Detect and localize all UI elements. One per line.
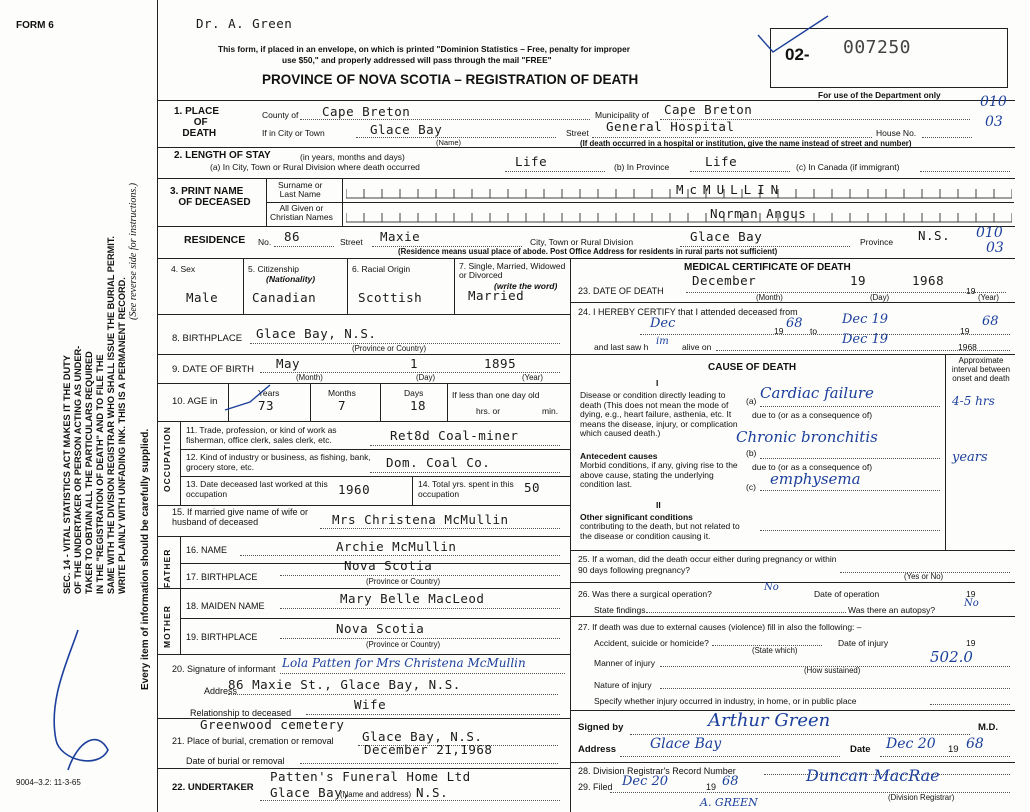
place-of-death-label: 1. PLACE OF DEATH bbox=[174, 106, 220, 139]
cemetery-value: Greenwood cemetery bbox=[200, 717, 345, 732]
years-spent-label: 14. Total yrs. spent in this occupation bbox=[418, 479, 514, 499]
manner-label: Manner of injury bbox=[594, 658, 655, 668]
under-day-label: If less than one day old bbox=[452, 390, 540, 400]
birthplace-hint: (Province or Country) bbox=[352, 344, 427, 353]
doctor-name: Dr. A. Green bbox=[196, 16, 293, 31]
from-year-prefix: 19 bbox=[774, 326, 784, 336]
date-of-death-label: 23. DATE OF DEATH bbox=[578, 286, 664, 296]
undertaker-province: N.S. bbox=[416, 785, 449, 800]
registrar-record-label: 28. Division Registrar's Record Number bbox=[578, 766, 736, 776]
street-value: General Hospital bbox=[606, 119, 735, 134]
trade-label: 11. Trade, profession, or kind of work as fisherman, office clerk, sales clerk, etc. bbox=[186, 425, 337, 445]
death-year: 1968 bbox=[912, 273, 945, 288]
mother-maiden-name-value: Mary Belle MacLeod bbox=[340, 591, 485, 606]
residence-no-label: No. bbox=[258, 237, 272, 247]
father-name-label: 16. NAME bbox=[186, 545, 228, 555]
filed-year-prefix: 19 bbox=[706, 782, 717, 792]
given-names-value: Norman Angus bbox=[710, 206, 807, 221]
form-title: PROVINCE OF NOVA SCOTIA – REGISTRATION OF DEATH bbox=[262, 72, 639, 87]
stay-a-label: (a) In City, Town or Rural Division where death occurred bbox=[210, 162, 420, 172]
citizenship-value: Canadian bbox=[252, 290, 317, 305]
mother-birthplace-label: 19. BIRTHPLACE bbox=[186, 632, 258, 642]
age-years-label: Years bbox=[258, 388, 280, 398]
informant-address: 86 Maxie St., Glace Bay, N.S. bbox=[228, 677, 461, 692]
interval-a: 4-5 hrs bbox=[952, 394, 995, 408]
last-saw-him: im bbox=[656, 336, 669, 347]
informant-signature-label: 20. Signature of informant bbox=[172, 664, 276, 674]
age-label: 10. AGE in bbox=[172, 396, 218, 407]
stay-b-label: (b) In Province bbox=[614, 162, 670, 172]
city-code: 03 bbox=[985, 114, 1003, 130]
residence-label: RESIDENCE bbox=[184, 234, 246, 246]
citizenship-label: 5. Citizenship bbox=[248, 264, 300, 274]
surname-grid bbox=[346, 181, 1012, 199]
part-two-label: II bbox=[656, 500, 661, 510]
doctor-address-label: Address bbox=[578, 744, 617, 755]
autopsy-label: Was there an autopsy? bbox=[848, 605, 936, 615]
father-section-label: FATHER bbox=[162, 548, 172, 588]
print-code: 9004–3.2: 11-3-65 bbox=[16, 778, 81, 787]
cause-b-tag: (b) bbox=[746, 448, 757, 458]
residence-note: (Residence means usual place of abode. Post Office Address for residents in rural parts not sufficient) bbox=[398, 247, 778, 256]
nature-of-injury-label: Nature of injury bbox=[594, 680, 652, 690]
relationship-value: Wife bbox=[354, 697, 387, 712]
stay-a-value: Life bbox=[515, 154, 548, 169]
registrar-hint: (Division Registrar) bbox=[888, 793, 955, 802]
antecedent-label: Antecedent causes bbox=[580, 451, 658, 461]
interval-label: Approximate interval between onset and death bbox=[951, 356, 1011, 383]
alive-on-date: Dec 19 bbox=[842, 332, 889, 347]
mother-birthplace-hint: (Province or Country) bbox=[366, 640, 441, 649]
years-spent-value: 50 bbox=[524, 480, 541, 495]
sign-year: 68 bbox=[966, 736, 984, 752]
mother-birthplace-value: Nova Scotia bbox=[336, 621, 425, 636]
manner-code: 502.0 bbox=[930, 648, 973, 666]
birthplace-label: 8. BIRTHPLACE bbox=[172, 333, 243, 344]
age-days-label: Days bbox=[404, 388, 424, 398]
attended-from: Dec bbox=[650, 316, 676, 331]
sign-date: Dec 20 bbox=[886, 736, 936, 752]
residence-province-label: Province bbox=[860, 237, 894, 247]
last-worked-label: 13. Date deceased last worked at this occupation bbox=[186, 479, 328, 499]
undertaker-label: 22. UNDERTAKER bbox=[172, 782, 254, 793]
undertaker-hint: (Name and address) bbox=[340, 790, 412, 799]
interval-b: years bbox=[952, 450, 988, 465]
certify-label: 24. I HEREBY CERTIFY that I attended deceased from bbox=[578, 307, 798, 317]
death-day-hint: (Day) bbox=[870, 293, 890, 302]
to-year-prefix: 19 bbox=[960, 326, 970, 336]
injury-year-prefix: 19 bbox=[966, 638, 976, 648]
registration-number: 007250 bbox=[843, 37, 912, 58]
check-mark bbox=[748, 10, 838, 60]
doctor-address: Glace Bay bbox=[650, 736, 722, 752]
instruction-line1: This form, if placed in an envelope, on which is printed "Dominion Statistics – Free, penalty for improper bbox=[218, 44, 630, 54]
age-days: 18 bbox=[410, 398, 427, 413]
min-label: min. bbox=[542, 406, 559, 416]
antecedent-description: Morbid conditions, if any, giving rise to the above cause, stating the underlying condition last. bbox=[580, 460, 738, 489]
burial-date-label: Date of burial or removal bbox=[186, 756, 285, 766]
surname-value: McMULLIN bbox=[676, 182, 785, 197]
burial-place-label: 21. Place of burial, cremation or removal bbox=[172, 736, 334, 746]
burial-date-value: December 21,1968 bbox=[364, 742, 493, 757]
sign-year-prefix: 19 bbox=[948, 744, 959, 755]
burial-place-value: Glace Bay, N.S. bbox=[362, 729, 483, 744]
due-to-b: due to (or as a consequence of) bbox=[752, 462, 873, 472]
md-label: M.D. bbox=[978, 722, 999, 733]
name-hint: (Name) bbox=[436, 138, 462, 147]
department-use-note: For use of the Department only bbox=[818, 90, 941, 100]
instruction-line2: use $50," and properly addressed will pass through the mail "FREE" bbox=[282, 55, 552, 65]
filed-label: 29. Filed bbox=[578, 782, 613, 792]
filed-year: 68 bbox=[722, 774, 739, 789]
last-saw-label: and last saw h bbox=[594, 342, 649, 352]
city-label: If in City or Town bbox=[262, 128, 325, 138]
registration-prefix: 02- bbox=[785, 45, 810, 64]
residence-city: Glace Bay bbox=[690, 229, 763, 244]
dob-year-hint: (Year) bbox=[522, 373, 543, 382]
mother-maiden-name-label: 18. MAIDEN NAME bbox=[186, 601, 265, 611]
marital-hint: (write the word) bbox=[494, 281, 558, 291]
dob-month-hint: (Month) bbox=[296, 373, 323, 382]
racial-origin-value: Scottish bbox=[358, 290, 423, 305]
part-one-label: I bbox=[656, 378, 659, 388]
attended-to: Dec 19 bbox=[842, 312, 889, 327]
operation-question: 26. Was there a surgical operation? bbox=[578, 589, 712, 599]
cause-a-value: Cardiac failure bbox=[760, 384, 874, 402]
county-label: County of bbox=[262, 110, 299, 120]
municipality-label: Municipality of bbox=[595, 110, 649, 120]
industry-value: Dom. Coal Co. bbox=[386, 455, 491, 470]
undertaker-name: Patten's Funeral Home Ltd bbox=[270, 769, 471, 784]
house-label: House No. bbox=[876, 128, 917, 138]
trade-value: Ret8d Coal-miner bbox=[390, 428, 519, 443]
dob-day-hint: (Day) bbox=[416, 373, 436, 382]
city-value: Glace Bay bbox=[370, 122, 443, 137]
signed-by-label: Signed by bbox=[578, 722, 624, 733]
deceased-name-label: 3. PRINT NAME OF DECEASED bbox=[170, 186, 251, 208]
state-which-hint: (State which) bbox=[752, 646, 798, 655]
dob-month: May bbox=[276, 356, 301, 371]
sign-date-label: Date bbox=[850, 744, 871, 755]
length-of-stay-label: 2. LENGTH OF STAY bbox=[174, 150, 271, 161]
county-value: Cape Breton bbox=[322, 104, 411, 119]
surname-label: Surname or Last Name bbox=[278, 180, 323, 199]
birthplace-value: Glace Bay, N.S. bbox=[256, 326, 377, 341]
death-day: 19 bbox=[850, 273, 867, 288]
injury-location-label: Specify whether injury occurred in industry, in home, or in public place bbox=[594, 696, 857, 706]
yes-no-hint: (Yes or No) bbox=[904, 572, 944, 581]
medical-certificate-title: MEDICAL CERTIFICATE OF DEATH bbox=[684, 262, 851, 273]
cause-b-value: Chronic bronchitis bbox=[736, 428, 878, 446]
residence-city-label: City, Town or Rural Division bbox=[530, 237, 634, 247]
disease-label: Disease or condition directly leading to death (This does not mean the mode of dying, e.g., heart failure, asthenia, etc. It means the disease, injury, or complication which caused death.) bbox=[580, 390, 738, 438]
municipality-value: Cape Breton bbox=[664, 102, 753, 117]
operation-answer: No bbox=[764, 582, 779, 593]
statute-text: SEC. 14 - VITAL STATISTICS ACT MAKES IT THE DUTY OF THE UNDERTAKER OR PERSON ACTING AS UNDER- TAKER TO OBTAIN ALL THE PARTICULARS REQUIRED IN THE "REGISTRATION OF DEATH" AND TO FILE THE SAME WITH THE DIVISION REGISTRAR WHO SHALL ISSUE THE BURIAL PERMIT. WRITE PLAINLY WITH UNFADING INK. THIS IS A PERMANENT RECORD. bbox=[62, 236, 127, 594]
registrar-signature: Duncan MacRae bbox=[806, 766, 940, 785]
marital-status-value: Married bbox=[468, 288, 525, 303]
stay-b-value: Life bbox=[705, 154, 738, 169]
age-years: 73 bbox=[258, 398, 275, 413]
residence-province: N.S. bbox=[918, 228, 951, 243]
residence-street-label: Street bbox=[340, 237, 363, 247]
industry-label: 12. Kind of industry or business, as fishing, bank, grocery store, etc. bbox=[186, 452, 371, 472]
relationship-label: Relationship to deceased bbox=[190, 708, 292, 718]
cause-of-death-title: CAUSE OF DEATH bbox=[708, 362, 797, 373]
residence-code-2: 03 bbox=[986, 240, 1004, 256]
autopsy-answer: No bbox=[964, 598, 979, 609]
accident-label: Accident, suicide or homicide? bbox=[594, 638, 709, 648]
residence-code-1: 010 bbox=[976, 225, 1003, 241]
operation-date-label: Date of operation bbox=[814, 589, 880, 599]
occupation-section-label: OCCUPATION bbox=[162, 426, 172, 492]
due-to-a: due to (or as a consequence of) bbox=[752, 410, 873, 420]
father-name-value: Archie McMullin bbox=[336, 539, 457, 554]
death-month: December bbox=[692, 273, 757, 288]
other-conditions-description: contributing to the death, but not related to the disease or condition causing it. bbox=[580, 521, 740, 541]
father-birthplace-value: Nova Scotia bbox=[344, 558, 433, 573]
form-left-border bbox=[157, 0, 158, 812]
stamp-name: A. GREEN bbox=[700, 796, 758, 809]
hospital-note: (If death occurred in a hospital or institution, give the name instead of street and number) bbox=[580, 139, 912, 148]
residence-no: 86 bbox=[284, 229, 301, 244]
dob-day: 1 bbox=[410, 356, 419, 371]
death-year-suffix: 19 bbox=[966, 286, 976, 296]
to-label: to bbox=[810, 326, 818, 336]
informant-signature: Lola Patten for Mrs Christena McMullin bbox=[282, 656, 526, 670]
sex-value: Male bbox=[186, 290, 219, 305]
sex-label: 4. Sex bbox=[171, 264, 196, 274]
operation-year-prefix: 19 bbox=[966, 589, 976, 599]
length-of-stay-hint: (in years, months and days) bbox=[300, 152, 405, 162]
signed-by-signature: Arthur Green bbox=[708, 710, 831, 731]
filed-date: Dec 20 bbox=[622, 774, 669, 789]
father-birthplace-label: 17. BIRTHPLACE bbox=[186, 572, 258, 582]
mother-section-label: MOTHER bbox=[162, 605, 172, 648]
dob-label: 9. DATE OF BIRTH bbox=[172, 364, 254, 375]
attended-from-year: 68 bbox=[786, 316, 803, 331]
injury-date-label: Date of injury bbox=[838, 638, 889, 648]
dob-year: 1895 bbox=[484, 356, 517, 371]
cause-c-value: emphysema bbox=[770, 470, 861, 488]
left-margin-scribble bbox=[38, 620, 118, 780]
age-months-label: Months bbox=[328, 388, 356, 398]
informant-address-label: Address bbox=[204, 686, 238, 696]
municipality-code: 010 bbox=[980, 94, 1007, 110]
spouse-value: Mrs Christena McMullin bbox=[332, 512, 509, 527]
street-label: Street bbox=[566, 128, 589, 138]
alive-on-year: 1968 bbox=[958, 342, 977, 352]
attended-to-year: 68 bbox=[982, 314, 999, 329]
given-names-label: All Given or Christian Names bbox=[270, 203, 333, 222]
findings-label: State findings bbox=[594, 605, 646, 615]
cause-a-tag: (a) bbox=[746, 396, 757, 406]
death-year-hint: (Year) bbox=[978, 293, 999, 302]
father-birthplace-hint: (Province or Country) bbox=[366, 577, 441, 586]
external-causes-label: 27. If death was due to external causes (violence) fill in also the following: – bbox=[578, 622, 862, 632]
alive-on-label: alive on bbox=[682, 342, 712, 352]
spouse-label: 15. If married give name of wife or husband of deceased bbox=[172, 507, 309, 527]
age-months: 7 bbox=[338, 398, 347, 413]
last-worked-value: 1960 bbox=[338, 482, 371, 497]
hrs-label: hrs. or bbox=[476, 406, 501, 416]
racial-origin-label: 6. Racial Origin bbox=[352, 264, 411, 274]
pregnancy-question: 25. If a woman, did the death occur either during pregnancy or within 90 days following pregnancy? bbox=[578, 554, 837, 575]
age-pen-stroke bbox=[220, 380, 280, 420]
cause-c-tag: (c) bbox=[746, 482, 756, 492]
stay-c-label: (c) In Canada (if immigrant) bbox=[796, 162, 900, 172]
undertaker-address: Glace Bay, bbox=[270, 785, 351, 800]
how-sustained-hint: (How sustained) bbox=[804, 666, 861, 675]
form-number: FORM 6 bbox=[16, 20, 54, 31]
given-names-grid bbox=[346, 205, 1012, 223]
citizenship-hint: (Nationality) bbox=[266, 274, 316, 284]
residence-street: Maxie bbox=[380, 229, 421, 244]
other-conditions-label: Other significant conditions bbox=[580, 512, 693, 522]
reverse-side-note: (See reverse side for instructions.) bbox=[128, 182, 139, 320]
marital-status-label: 7. Single, Married, Widowed or Divorced bbox=[459, 261, 566, 280]
careful-note: Every item of information should be carefully supplied. bbox=[140, 428, 151, 690]
death-month-hint: (Month) bbox=[756, 293, 783, 302]
